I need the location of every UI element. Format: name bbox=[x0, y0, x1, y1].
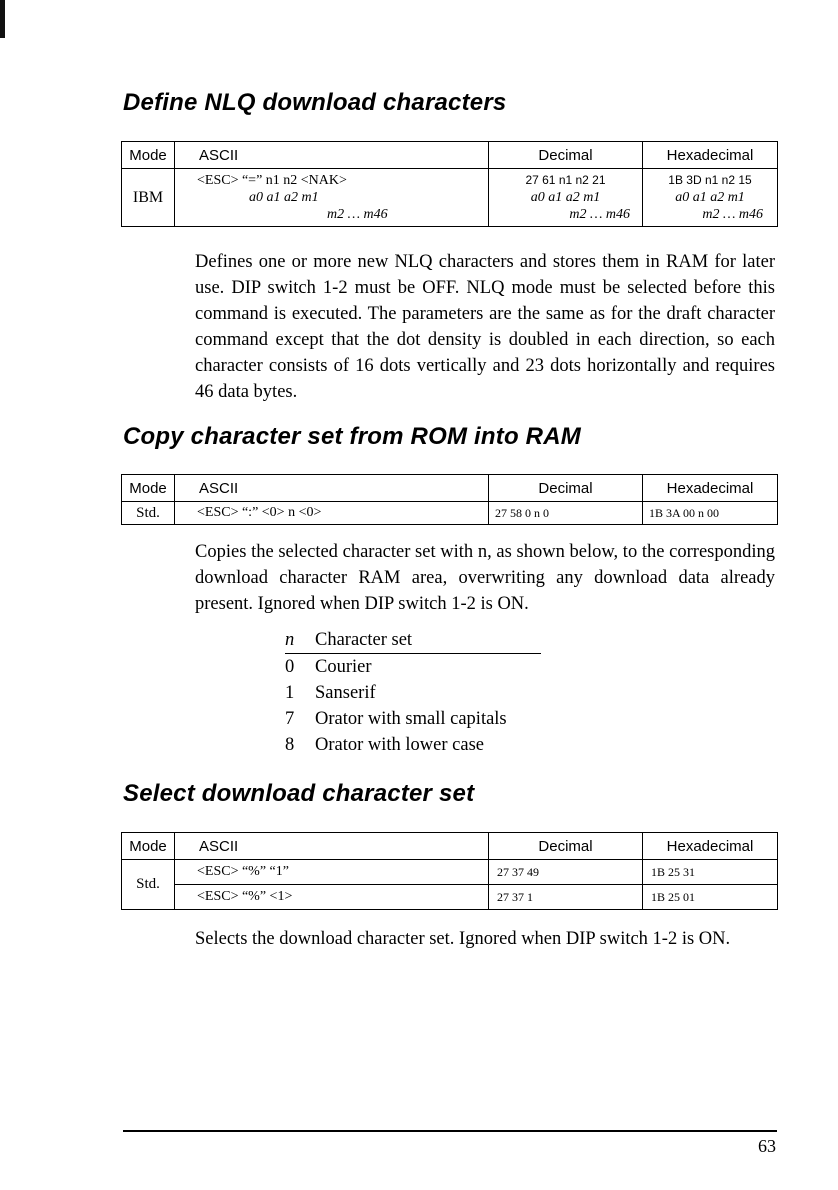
hex-cell: 1B 3A 00 n 00 bbox=[643, 502, 778, 525]
header-decimal: Decimal bbox=[489, 142, 643, 169]
table-header-row bbox=[122, 833, 778, 860]
ascii-line: <ESC> “=” n1 n2 <NAK> bbox=[197, 173, 347, 188]
ascii-cell bbox=[175, 169, 489, 227]
header-mode: Mode bbox=[122, 475, 175, 502]
header-mode: Mode bbox=[122, 833, 175, 860]
page-number: 63 bbox=[758, 1136, 776, 1156]
hex-cell: 1B 25 01 bbox=[643, 885, 778, 910]
table-row bbox=[122, 860, 778, 885]
table-header-row bbox=[122, 475, 778, 502]
charset-number: 7 bbox=[285, 709, 295, 729]
decimal-cell: 27 37 1 bbox=[489, 885, 643, 910]
charset-row bbox=[285, 706, 541, 732]
header-hexadecimal: Hexadecimal bbox=[643, 833, 778, 860]
charset-name: Sanserif bbox=[315, 683, 376, 703]
charset-number: 8 bbox=[285, 735, 295, 755]
charset-row bbox=[285, 654, 541, 680]
charset-header-name: Character set bbox=[315, 630, 413, 650]
ascii-cell: <ESC> “%” “1” bbox=[175, 860, 489, 885]
charset-header-row bbox=[285, 627, 541, 654]
header-decimal: Decimal bbox=[489, 475, 643, 502]
header-mode: Mode bbox=[122, 142, 175, 169]
charset-name: Courier bbox=[315, 657, 372, 677]
command-table-define-nlq bbox=[121, 141, 778, 227]
ascii-cell: <ESC> “%” <1> bbox=[175, 885, 489, 910]
decimal-line: a0 a1 a2 m1 bbox=[530, 190, 601, 205]
header-decimal: Decimal bbox=[489, 833, 643, 860]
page-edge-mark bbox=[0, 0, 5, 38]
header-ascii: ASCII bbox=[175, 833, 489, 860]
decimal-cell bbox=[489, 169, 643, 227]
command-table-copy-charset bbox=[121, 474, 778, 525]
header-hexadecimal: Hexadecimal bbox=[643, 142, 778, 169]
section-title-define-nlq: Define NLQ download characters bbox=[123, 89, 507, 116]
decimal-line: m2 … m46 bbox=[569, 207, 630, 222]
charset-name: Orator with lower case bbox=[315, 735, 485, 755]
command-table-select-download bbox=[121, 832, 778, 910]
decimal-cell: 27 58 0 n 0 bbox=[489, 502, 643, 525]
mode-cell: Std. bbox=[122, 502, 175, 525]
hex-cell: 1B 25 31 bbox=[643, 860, 778, 885]
description-select-download: Selects the download character set. Ignored when DIP switch 1-2 is ON. bbox=[195, 929, 731, 949]
decimal-cell: 27 37 49 bbox=[489, 860, 643, 885]
charset-name: Orator with small capitals bbox=[315, 709, 507, 729]
footer-rule bbox=[123, 1130, 777, 1132]
charset-table bbox=[285, 627, 541, 758]
description-define-nlq: Defines one or more new NLQ characters and stores them in RAM for later use. DIP switch 1-2 must be OFF. NLQ mode must be selected before this command is executed. The parameters are the same as for the draft character command except that the dot density is doubled in each direction, so each character consists of 16 dots vertically and 23 dots horizontally and requires 46 data bytes. bbox=[195, 252, 775, 402]
mode-cell: IBM bbox=[122, 169, 175, 227]
charset-number: 0 bbox=[285, 657, 295, 677]
table-row bbox=[122, 502, 778, 525]
ascii-line: m2 … m46 bbox=[327, 207, 388, 222]
decimal-line: 27 61 n1 n2 21 bbox=[525, 173, 606, 187]
section-title-copy-charset: Copy character set from ROM into RAM bbox=[123, 423, 581, 450]
hex-line: a0 a1 a2 m1 bbox=[675, 190, 745, 205]
hex-line: 1B 3D n1 n2 15 bbox=[668, 173, 752, 187]
hex-cell bbox=[643, 169, 778, 227]
table-header-row bbox=[122, 142, 778, 169]
mode-cell: Std. bbox=[122, 860, 175, 910]
section-title-select-download: Select download character set bbox=[123, 780, 475, 807]
charset-row bbox=[285, 680, 541, 706]
header-ascii: ASCII bbox=[175, 142, 489, 169]
table-row bbox=[122, 169, 778, 227]
hex-line: m2 … m46 bbox=[702, 207, 763, 222]
header-hexadecimal: Hexadecimal bbox=[643, 475, 778, 502]
ascii-cell: <ESC> “:” <0> n <0> bbox=[175, 502, 489, 525]
ascii-line: a0 a1 a2 m1 bbox=[249, 190, 319, 205]
table-row bbox=[122, 885, 778, 910]
header-ascii: ASCII bbox=[175, 475, 489, 502]
charset-number: 1 bbox=[285, 683, 295, 703]
description-copy-charset: Copies the selected character set with n, as shown below, to the corresponding download character RAM area, overwriting any download data already present. Ignored when DIP switch 1-2 is ON. bbox=[195, 542, 775, 614]
charset-header-n: n bbox=[285, 630, 295, 650]
charset-row bbox=[285, 732, 541, 758]
